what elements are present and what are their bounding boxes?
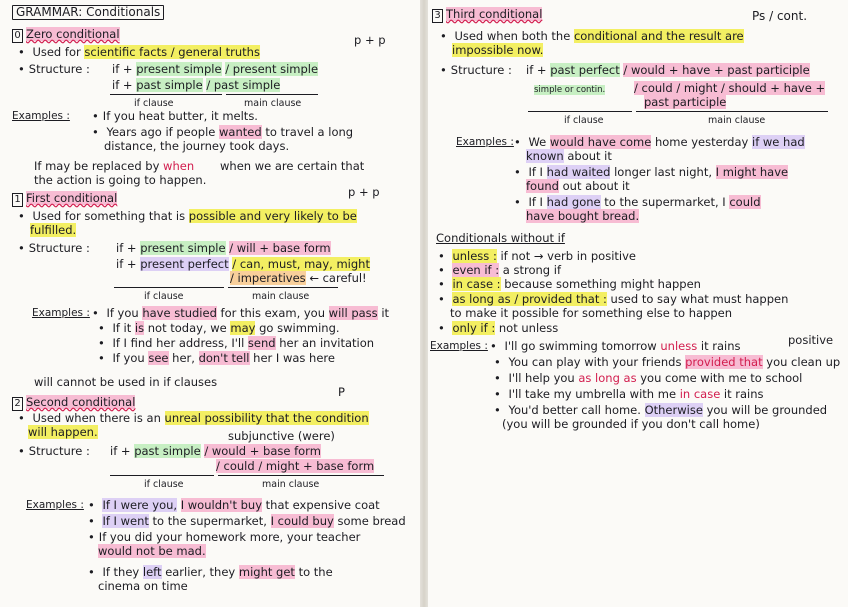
zero-main-clause-label: main clause <box>244 98 302 109</box>
first-if-bracket <box>114 287 224 288</box>
second-structure-row1: if + past simple / would + base form <box>110 444 321 458</box>
first-example-2: • If it is not today, we may go swimming. <box>98 322 340 335</box>
third-example-2: • If I had waited longer last night, I might have <box>514 166 788 179</box>
first-structure-row3: / imperatives ← careful! <box>230 271 367 285</box>
without-positive-note: positive <box>788 333 834 347</box>
without-examples-label: Examples : <box>430 340 488 352</box>
third-example-3-cont: have bought bread. <box>526 209 640 223</box>
without-example-5-cont: (you will be grounded if you don't call home) <box>502 417 760 431</box>
second-used-line: • Used when there is an unreal possibility that the condition <box>18 412 369 425</box>
without-bullet-even-if: • even if : a strong if <box>438 264 561 277</box>
third-structure-row2-note: simple or contin. <box>534 85 606 95</box>
third-structure-row2: / could / might / should + have + <box>634 81 826 95</box>
third-used-line: • Used when both the conditional and the result are <box>440 30 744 43</box>
zero-example-2-cont: distance, the journey took days. <box>104 139 290 153</box>
zero-structure-label: • Structure : <box>18 63 90 76</box>
third-structure-row1: if + past perfect / would + have + past participle <box>526 63 810 77</box>
second-example-4: • If they left earlier, they might get to the <box>88 566 333 579</box>
second-main-clause-label: main clause <box>262 479 320 490</box>
first-used-line: • Used for something that is possible and very likely to be <box>18 210 357 223</box>
notebook-gutter <box>420 0 428 607</box>
second-if-clause-label: if clause <box>144 479 184 490</box>
first-heading: 1 First conditional <box>12 192 117 207</box>
second-example-3-cont: would not be mad. <box>98 544 206 558</box>
first-note: will cannot be used in if clauses <box>34 375 218 389</box>
without-heading: Conditionals without if <box>436 231 565 245</box>
first-tag: p + p <box>348 185 380 199</box>
left-page <box>0 0 420 607</box>
first-example-1: • If you have studied for this exam, you will pass it <box>92 307 389 320</box>
second-main-bracket <box>218 475 384 476</box>
third-used-cont: impossible now. <box>452 43 544 57</box>
first-main-clause-label: main clause <box>252 291 310 302</box>
second-if-bracket <box>110 475 214 476</box>
without-example-3: • I'll help you as long as you come with me to school <box>494 372 802 385</box>
second-structure-label: • Structure : <box>18 445 90 458</box>
second-heading: 2 Second conditional <box>12 396 135 411</box>
second-example-3: • If you did your homework more, your teacher <box>88 531 360 544</box>
third-example-1-cont: known about it <box>526 149 612 163</box>
zero-heading: 0 Zero conditional <box>12 28 120 43</box>
first-if-clause-label: if clause <box>144 291 184 302</box>
without-bullet-as-long-as-cont: to make it possible for something else to happen <box>450 306 733 320</box>
zero-examples-label: Examples : <box>12 110 70 122</box>
first-structure-label: • Structure : <box>18 242 90 255</box>
zero-note-1-cont: when we are certain that <box>220 159 365 173</box>
third-structure-row3: past participle <box>644 95 727 109</box>
third-heading: 3 Third conditional <box>432 8 542 23</box>
third-examples-label: Examples : <box>456 136 514 148</box>
first-main-bracket <box>228 287 338 288</box>
zero-used-line: • Used for scientific facts / general truths <box>18 46 260 59</box>
page-title: GRAMMAR: Conditionals <box>12 5 164 20</box>
zero-if-clause-label: if clause <box>134 98 174 109</box>
zero-main-bracket <box>226 94 318 95</box>
page-continued-label: Ps / cont. <box>752 9 808 23</box>
second-examples-label: Examples : <box>26 499 84 511</box>
first-used-cont: fulfilled. <box>30 223 77 237</box>
second-tag: P <box>338 385 345 399</box>
zero-structure-row1: if + present simple / present simple <box>112 62 319 76</box>
third-example-1: • We would have come home yesterday if we had <box>514 136 805 149</box>
third-if-bracket <box>528 111 632 112</box>
without-bullet-as-long-as: • as long as / provided that : used to say what must happen <box>438 293 788 306</box>
without-bullet-only-if: • only if : not unless <box>438 322 558 335</box>
second-used-cont: will happen. <box>28 425 98 439</box>
zero-note-2: the action is going to happen. <box>34 173 207 187</box>
second-example-1: • If I were you, I wouldn't buy that expensive coat <box>88 499 380 512</box>
second-subjunctive: subjunctive (were) <box>228 429 335 443</box>
right-page <box>428 0 848 607</box>
third-example-2-cont: found out about it <box>526 179 630 193</box>
first-example-3: • If I find her address, I'll send her an invitation <box>98 337 374 350</box>
zero-example-2: • Years ago if people wanted to travel a long <box>92 126 353 139</box>
zero-note-1: If may be replaced by when <box>34 159 195 173</box>
without-example-1: • I'll go swimming tomorrow unless it rains <box>490 340 741 353</box>
first-examples-label: Examples : <box>32 307 90 319</box>
second-structure-row2: / could / might + base form <box>216 459 375 473</box>
without-example-4: • I'll take my umbrella with me in case it rains <box>494 388 764 401</box>
zero-structure-row2: if + past simple / past simple <box>112 78 281 92</box>
first-structure-row2: if + present perfect / can, must, may, might <box>116 257 370 271</box>
second-example-4-cont: cinema on time <box>98 579 188 593</box>
third-if-clause-label: if clause <box>564 115 604 126</box>
without-bullet-unless: • unless : if not → verb in positive <box>438 250 636 263</box>
first-example-4: • If you see her, don't tell her I was here <box>98 352 335 365</box>
without-example-5: • You'd better call home. Otherwise you will be grounded <box>494 404 827 417</box>
first-structure-row1: if + present simple / will + base form <box>116 241 331 255</box>
without-example-2: • You can play with your friends provided that you clean up <box>494 356 840 369</box>
third-main-clause-label: main clause <box>708 115 766 126</box>
second-example-2: • If I went to the supermarket, I could buy some bread <box>88 515 406 528</box>
third-main-bracket <box>636 111 828 112</box>
zero-if-bracket <box>110 94 222 95</box>
third-example-3: • If I had gone to the supermarket, I could <box>514 196 761 209</box>
third-structure-label: • Structure : <box>440 64 512 77</box>
zero-tag: p + p <box>354 33 386 47</box>
without-bullet-in-case: • in case : because something might happen <box>438 278 701 291</box>
zero-example-1: • If you heat butter, it melts. <box>92 110 258 123</box>
